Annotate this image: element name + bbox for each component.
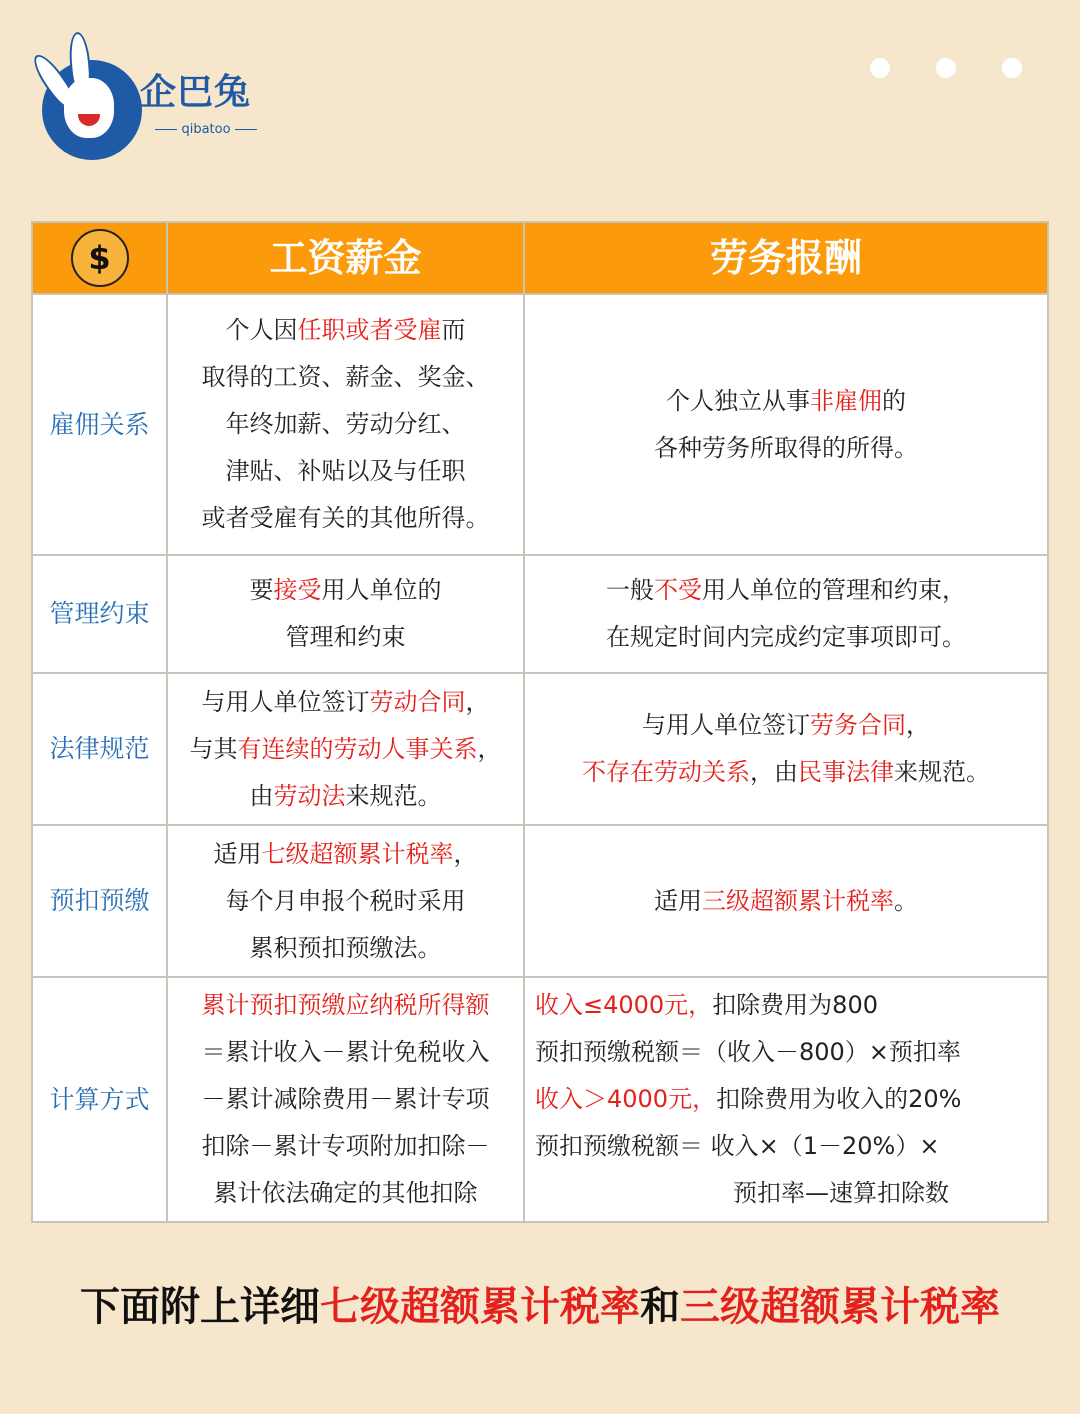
text-segment: ＝累计收入－累计免税收入 xyxy=(201,1038,490,1066)
text-segment: 年终加薪、劳动分红、 xyxy=(225,410,466,438)
cell-line xyxy=(168,1170,523,1217)
cell-line xyxy=(168,831,523,878)
highlight-text: 三级超额累计税率 xyxy=(702,886,894,915)
highlight-text: 接受 xyxy=(273,576,322,604)
highlight-text: 收入＞4000元， xyxy=(535,1085,717,1113)
header-icon-cell xyxy=(32,222,167,294)
cell-line xyxy=(168,401,523,448)
text-segment: 预扣预缴税额＝（收入－800）×预扣率 xyxy=(535,1038,961,1066)
row-label: 法律规范 xyxy=(32,673,167,825)
highlight-text: 劳动合同 xyxy=(369,687,466,716)
text-segment: ， xyxy=(906,711,930,739)
text-segment: 。 xyxy=(894,886,918,915)
highlight-text: 任职或者受雇 xyxy=(297,316,442,344)
table-header xyxy=(32,222,1048,294)
dot-icon xyxy=(870,58,890,78)
cell-line xyxy=(535,1170,1047,1217)
text-segment: 与其 xyxy=(189,734,238,763)
salary-cell xyxy=(167,294,524,555)
header-salary: 工资薪金 xyxy=(167,222,524,294)
text-segment: 累积预扣预缴法。 xyxy=(249,933,442,962)
cell-line xyxy=(168,495,523,542)
text-segment: 适用 xyxy=(213,839,262,868)
text-segment: －累计减除费用－累计专项 xyxy=(201,1085,490,1113)
salary-cell xyxy=(167,825,524,977)
cell-line xyxy=(168,726,523,773)
dollar-coin-icon: $ xyxy=(71,229,129,287)
cell-line xyxy=(525,878,1047,925)
cell-line xyxy=(168,925,523,972)
text-segment: 而 xyxy=(441,316,466,344)
highlight-text: 七级超额累计税率 xyxy=(261,839,454,868)
text-segment: 扣除－累计专项附加扣除－ xyxy=(201,1132,490,1160)
text-segment: 与用人单位签订 xyxy=(201,687,370,716)
highlight-text: 累计预扣预缴应纳税所得额 xyxy=(201,991,490,1019)
text-segment: 适用 xyxy=(654,886,702,915)
cell-line xyxy=(525,702,1047,749)
cell-line xyxy=(168,1123,523,1170)
comparison-table xyxy=(31,221,1049,1223)
text-segment: ， xyxy=(453,839,478,868)
text-segment: 各种劳务所取得的所得。 xyxy=(654,433,918,462)
row-label: 计算方式 xyxy=(32,977,167,1222)
text-segment: 个人因 xyxy=(225,316,298,344)
table-row xyxy=(32,294,1048,555)
text-segment: 取得的工资、薪金、奖金、 xyxy=(201,363,490,391)
highlight-text: 劳动法 xyxy=(273,781,346,810)
text-segment: ， xyxy=(465,687,490,716)
text-segment: 的 xyxy=(882,386,906,415)
highlight-text: 三级超额累计税率 xyxy=(680,1284,1000,1330)
text-segment: 与用人单位签订 xyxy=(642,711,810,739)
text-segment: 预扣率—速算扣除数 xyxy=(733,1179,949,1207)
text-segment: 每个月申报个税时采用 xyxy=(225,886,466,915)
cell-line xyxy=(535,1076,1047,1123)
table-row xyxy=(32,555,1048,673)
text-segment: 累计依法确定的其他扣除 xyxy=(213,1179,478,1207)
cell-line xyxy=(168,773,523,820)
dot-icon xyxy=(1002,58,1022,78)
text-segment: 来规范。 xyxy=(345,781,442,810)
text-segment: 用人单位的 xyxy=(321,576,442,604)
table-row xyxy=(32,673,1048,825)
highlight-text: 七级超额累计税率 xyxy=(320,1284,640,1330)
text-segment: 和 xyxy=(640,1284,680,1330)
text-segment: 预扣预缴税额＝ 收入×（1－20%）× xyxy=(535,1132,940,1160)
brand-subtitle: qibatoo xyxy=(136,122,276,138)
row-label: 预扣预缴 xyxy=(32,825,167,977)
text-segment: 来规范。 xyxy=(894,758,990,786)
cell-line xyxy=(525,425,1047,472)
text-segment: 一般 xyxy=(606,576,654,604)
header-labor: 劳务报酬 xyxy=(524,222,1048,294)
highlight-text: 不存在劳动关系 xyxy=(582,758,750,786)
text-segment: 要 xyxy=(249,576,274,604)
cell-line xyxy=(168,448,523,495)
cell-line xyxy=(168,354,523,401)
labor-cell xyxy=(524,977,1048,1222)
labor-cell xyxy=(524,673,1048,825)
labor-cell xyxy=(524,294,1048,555)
highlight-text: 非雇佣 xyxy=(810,386,882,415)
cell-line xyxy=(535,982,1047,1029)
row-label: 雇佣关系 xyxy=(32,294,167,555)
text-segment: 由 xyxy=(249,781,274,810)
cell-line xyxy=(525,567,1047,614)
qibatoo-logo xyxy=(30,30,280,155)
table-row xyxy=(32,977,1048,1222)
text-segment: 用人单位的管理和约束， xyxy=(702,576,966,604)
cell-line xyxy=(168,982,523,1029)
brand-name: 企巴兔 xyxy=(140,72,252,113)
cell-line xyxy=(525,378,1047,425)
text-segment: 管理和约束 xyxy=(285,623,406,651)
labor-cell xyxy=(524,555,1048,673)
decorative-dots xyxy=(870,58,1022,78)
text-segment: 扣除费用为800 xyxy=(712,991,878,1019)
cell-line xyxy=(168,307,523,354)
cell-line xyxy=(525,749,1047,796)
footer-note xyxy=(0,1282,1080,1332)
text-segment: 下面附上详细 xyxy=(80,1284,320,1330)
dot-icon xyxy=(936,58,956,78)
cell-line xyxy=(168,679,523,726)
cell-line xyxy=(168,1029,523,1076)
salary-cell xyxy=(167,555,524,673)
text-segment: ，由 xyxy=(750,758,798,786)
text-segment: 个人独立从事 xyxy=(666,386,810,415)
salary-cell xyxy=(167,977,524,1222)
cell-line xyxy=(168,567,523,614)
highlight-text: 有连续的劳动人事关系 xyxy=(237,734,478,763)
text-segment: 在规定时间内完成约定事项即可。 xyxy=(606,623,966,651)
highlight-text: 不受 xyxy=(654,576,702,604)
row-label: 管理约束 xyxy=(32,555,167,673)
text-segment: 津贴、补贴以及与任职 xyxy=(225,457,466,485)
cell-line xyxy=(168,878,523,925)
table-row xyxy=(32,825,1048,977)
highlight-text: 收入≤4000元， xyxy=(535,991,713,1019)
text-segment: 或者受雇有关的其他所得。 xyxy=(201,504,490,532)
labor-cell xyxy=(524,825,1048,977)
text-segment: 扣除费用为收入的20% xyxy=(716,1085,962,1113)
cell-line xyxy=(168,1076,523,1123)
highlight-text: 民事法律 xyxy=(798,758,894,786)
salary-cell xyxy=(167,673,524,825)
cell-line xyxy=(525,614,1047,661)
cell-line xyxy=(168,614,523,661)
text-segment: ， xyxy=(477,734,502,763)
highlight-text: 劳务合同 xyxy=(810,711,906,739)
cell-line xyxy=(535,1123,1047,1170)
cell-line xyxy=(535,1029,1047,1076)
rabbit-face-icon xyxy=(64,78,114,138)
